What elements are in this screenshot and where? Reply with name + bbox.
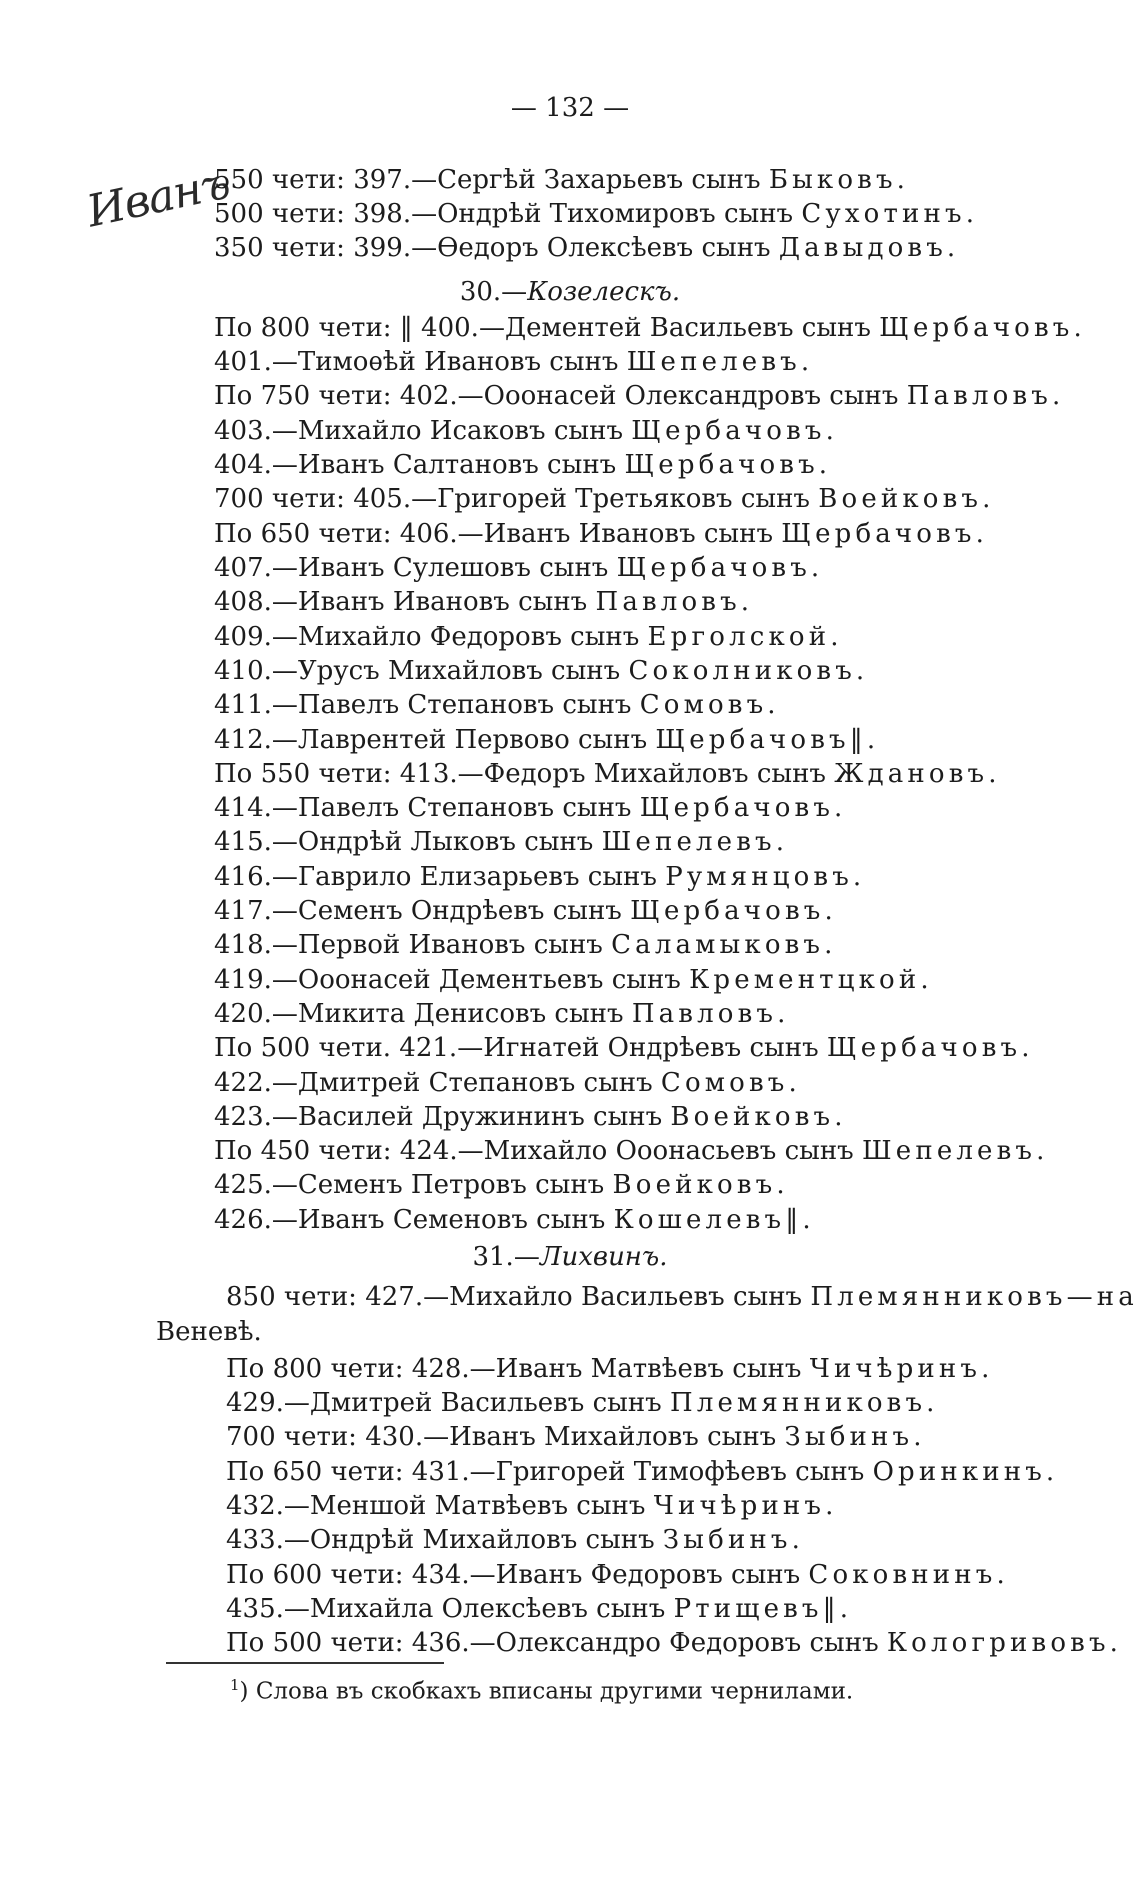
entry-text: 407.—Иванъ Сулешовъ сынъ (214, 553, 609, 583)
entry-surname: Ерголской. (647, 622, 843, 652)
entry-surname: Сухотинъ. (801, 199, 979, 229)
entry-text: 850 чети: 427.—Михайло Васильевъ сынъ (226, 1282, 803, 1312)
entry-text: По 800 чети: 428.—Иванъ Матвѣевъ сынъ (226, 1354, 802, 1384)
entry-line (226, 1352, 994, 1386)
entry-line (214, 482, 995, 516)
entry-surname: Павловъ. (631, 999, 790, 1029)
footnote-rule (166, 1662, 444, 1664)
entry-text: По 550 чети: 413.—Федоръ Михайловъ сынъ (214, 759, 826, 789)
entry-line (214, 231, 959, 265)
entry-text: 700 чети: 405.—Григорей Третьяковъ сынъ (214, 484, 810, 514)
section-number: 31.— (472, 1242, 540, 1272)
entry-text: 500 чети: 398.—Ондрѣй Тихомировъ сынъ (214, 199, 794, 229)
entry-text: 432.—Меншой Матвѣевъ сынъ (226, 1491, 646, 1521)
footnote-marker: 1 (230, 1676, 240, 1694)
entry-surname: Соколниковъ. (628, 656, 869, 686)
entry-text: 417.—Семенъ Ондрѣевъ сынъ (214, 896, 622, 926)
entry-surname: Зыбинъ. (662, 1525, 805, 1555)
page-number: — 132 — (510, 93, 630, 123)
entry-surname: Быковъ. (768, 165, 910, 195)
entry-line (214, 1168, 789, 1202)
section-heading-31 (0, 1240, 1140, 1274)
entry-line (214, 825, 788, 859)
entry-surname: Чичѣринъ. (809, 1354, 994, 1384)
entry-surname: Зыбинъ. (784, 1422, 926, 1452)
entry-surname: Щербачовъ. (781, 519, 989, 549)
entry-line (214, 963, 933, 997)
entry-line (214, 379, 1064, 413)
entry-text: По 800 чети: ‖ 400.—Дементей Васильевъ сынъ (214, 313, 871, 343)
entry-line (226, 1592, 852, 1626)
entry-line (214, 894, 837, 928)
entry-text: 401.—Тимоѳѣй Ивановъ сынъ (214, 347, 619, 377)
entry-surname: Шепелевъ. (601, 827, 789, 857)
entry-text: 409.—Михайло Федоровъ сынъ (214, 622, 640, 652)
entry-text: 408.—Иванъ Ивановъ сынъ (214, 587, 588, 617)
entry-surname: Воейковъ. (670, 1102, 847, 1132)
entry-line (214, 311, 1086, 345)
entry-text: 550 чети: 397.—Сергѣй Захарьевъ сынъ (214, 165, 761, 195)
entry-surname: Сомовъ. (639, 690, 780, 720)
entry-surname: Павловъ. (906, 381, 1065, 411)
entry-surname: Кологривовъ. (886, 1628, 1123, 1658)
entry-surname: Племянниковъ—на (810, 1282, 1138, 1312)
entry-line (214, 1031, 1034, 1065)
entry-line (214, 1134, 1049, 1168)
entry-line (214, 1066, 801, 1100)
entry-line (214, 163, 909, 197)
entry-surname: Племянниковъ. (669, 1388, 939, 1418)
entry-text: 420.—Микита Денисовъ сынъ (214, 999, 624, 1029)
entry-line (214, 197, 978, 231)
entry-surname: Давыдовъ. (778, 233, 960, 263)
entry-surname: Щербачовъ. (879, 313, 1086, 343)
entry-surname: Шепелевъ. (861, 1136, 1049, 1166)
entry-surname: Щербачовъ. (630, 896, 837, 926)
entry-surname: Ртищевъ‖. (673, 1594, 853, 1624)
entry-text: 419.—Ооонасей Дементьевъ сынъ (214, 965, 681, 995)
entry-line (226, 1280, 1138, 1314)
entry-line (214, 860, 865, 894)
margin-handwritten-note: Иванъ (82, 157, 234, 238)
entry-continuation: Веневѣ. (156, 1317, 262, 1347)
entry-text: 350 чети: 399.—Ѳедоръ Олексѣевъ сынъ (214, 233, 771, 263)
entry-surname: Оринкинъ. (872, 1457, 1059, 1487)
entry-text: 429.—Дмитрей Васильевъ сынъ (226, 1388, 662, 1418)
entry-text: По 650 чети: 406.—Иванъ Ивановъ сынъ (214, 519, 773, 549)
entry-line (214, 928, 837, 962)
entry-line (226, 1626, 1122, 1660)
entry-text: 700 чети: 430.—Иванъ Михайловъ сынъ (226, 1422, 777, 1452)
entry-text: 412.—Лаврентей Первово сынъ (214, 725, 648, 755)
entry-text: По 650 чети: 431.—Григорей Тимофѣевъ сынъ (226, 1457, 865, 1487)
entry-text: 416.—Гаврило Елизарьевъ сынъ (214, 862, 657, 892)
section-number: 30.— (459, 277, 528, 307)
entry-surname: Соковнинъ. (808, 1560, 1009, 1590)
entry-text: По 500 чети. 421.—Игнатей Ондрѣевъ сынъ (214, 1033, 819, 1063)
entry-line (214, 654, 868, 688)
entry-text: По 500 чети: 436.—Олександро Федоровъ сынъ (226, 1628, 879, 1658)
section-place: Лихвинъ. (539, 1242, 668, 1272)
section-heading-30 (0, 275, 1140, 309)
entry-text: 404.—Иванъ Салтановъ сынъ (214, 450, 617, 480)
entry-text: По 600 чети: 434.—Иванъ Федоровъ сынъ (226, 1560, 801, 1590)
entry-text: 414.—Павелъ Степановъ сынъ (214, 793, 632, 823)
entry-text: 422.—Дмитрей Степановъ сынъ (214, 1068, 653, 1098)
entry-surname: Шепелевъ. (626, 347, 814, 377)
entry-surname: Щербачовъ. (624, 450, 832, 480)
entry-line (214, 757, 1001, 791)
entry-line (226, 1558, 1009, 1592)
entry-line (214, 688, 780, 722)
entry-text: 418.—Первой Ивановъ сынъ (214, 930, 603, 960)
entry-line (214, 1100, 847, 1134)
entry-line (214, 448, 831, 482)
section-place: Козелескъ. (527, 277, 681, 307)
entry-text: 415.—Ондрѣй Лыковъ сынъ (214, 827, 594, 857)
entry-line (214, 585, 753, 619)
entry-surname: Щербачовъ. (616, 553, 824, 583)
entry-surname: Щербачовъ. (631, 416, 838, 446)
entry-line (226, 1386, 939, 1420)
entry-text: 433.—Ондрѣй Михайловъ сынъ (226, 1525, 655, 1555)
entry-line (214, 551, 823, 585)
entry-surname: Ждановъ. (834, 759, 1001, 789)
entry-text: 403.—Михайло Исаковъ сынъ (214, 416, 623, 446)
entry-text: 426.—Иванъ Семеновъ сынъ (214, 1205, 606, 1235)
entry-line (226, 1455, 1058, 1489)
entry-line (214, 791, 846, 825)
entry-line (214, 345, 813, 379)
entry-text: По 450 чети: 424.—Михайло Ооонасьевъ сынъ (214, 1136, 854, 1166)
entry-surname: Саламыковъ. (611, 930, 837, 960)
entry-surname: Воейковъ. (818, 484, 995, 514)
entry-surname: Щербачовъ. (826, 1033, 1034, 1063)
entry-line (214, 620, 843, 654)
footnote-text: ) Слова въ скобкахъ вписаны другими чернилами. (239, 1678, 854, 1705)
entry-text: 411.—Павелъ Степановъ сынъ (214, 690, 632, 720)
entry-text: 423.—Василей Дружининъ сынъ (214, 1102, 663, 1132)
entry-line (214, 723, 879, 757)
entry-surname: Щербачовъ‖. (655, 725, 880, 755)
entry-line (226, 1489, 838, 1523)
entry-surname: Чичѣринъ. (653, 1491, 838, 1521)
entry-surname: Крементцкой. (689, 965, 933, 995)
entry-surname: Сомовъ. (660, 1068, 801, 1098)
entry-surname: Щербачовъ. (639, 793, 847, 823)
entry-line (214, 414, 838, 448)
entry-surname: Павловъ. (595, 587, 754, 617)
entry-line (226, 1420, 926, 1454)
entry-line (226, 1523, 804, 1557)
entry-surname: Кошелевъ‖. (613, 1205, 815, 1235)
entry-surname: Румянцовъ. (665, 862, 866, 892)
footnote (230, 1668, 853, 1709)
entry-text: 410.—Урусъ Михайловъ сынъ (214, 656, 621, 686)
entry-text: По 750 чети: 402.—Ооонасей Олександровъ сынъ (214, 381, 899, 411)
entry-line (214, 517, 988, 551)
entry-text: 435.—Михайла Олексѣевъ сынъ (226, 1594, 666, 1624)
entry-surname: Воейковъ. (612, 1170, 789, 1200)
entry-line (214, 1203, 815, 1237)
entry-text: 425.—Семенъ Петровъ сынъ (214, 1170, 605, 1200)
entry-line (214, 997, 790, 1031)
